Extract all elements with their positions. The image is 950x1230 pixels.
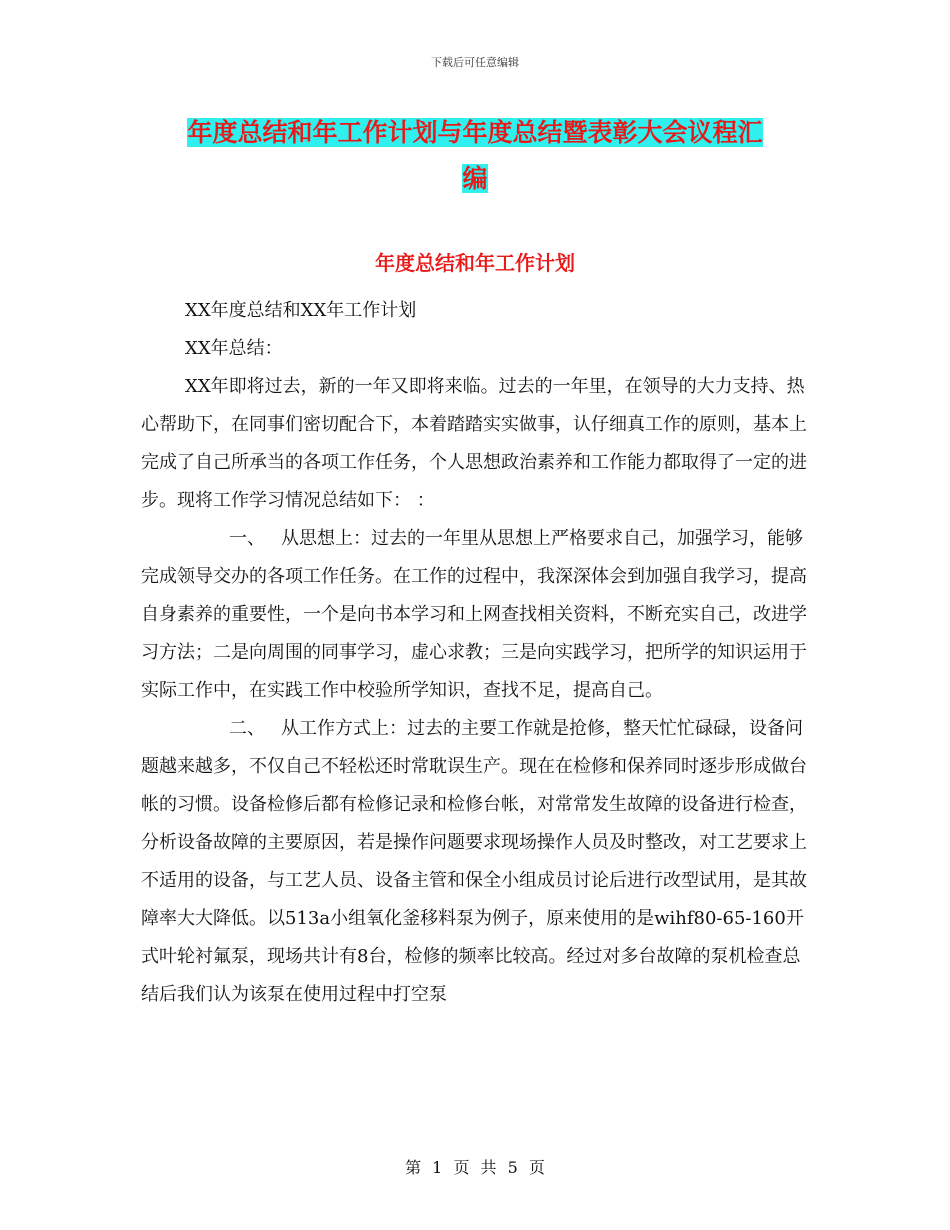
item-paragraph-1 [141,520,816,710]
document-body [141,292,816,1014]
section-title: 年度总结和年工作计划 [375,251,575,275]
item-text-1: 从思想上：过去的一年里从思想上严格要求自己，加强学习，能够完成领导交办的各项工作任务。在工作的过程中，我深深体会到加强自我学习，提高自身素养的重要性，一个是向书本学习和上网查找相关资料，不断充实自己，改进学习方法；二是向周围的同事学习，虚心求教；三是向实践学习，把所学的知识运用于实际工作中，在实践工作中校验所学知识，查找不足，提高自己。 [141,528,807,701]
page-header-note: 下载后可任意编辑 [431,56,519,69]
summary-heading: XX年总结： [185,338,283,359]
document-title-line2: 编 [462,164,488,193]
document-title [140,110,810,202]
item-text-2: 从工作方式上：过去的主要工作就是抢修，整天忙忙碌碌，设备问题越来越多，不仅自己不轻松还时常耽误生产。现在在检修和保养同时逐步形成做台帐的习惯。设备检修后都有检修记录和检修台帐，对常常发生故障的设备进行检查，分析设备故障的主要原因，若是操作问题要求现场操作人员及时整改，对工艺要求上不适用的设备，与工艺人员、设备主管和保全小组成员讨论后进行改型试用，是其故障率大大降低。以513a小组氧化釜移料泵为例子，原来使用的是wihf80-65-160开式叶轮衬氟泵，现场共计有8台，检修的频率比较高。经过对多台故障的泵机检查总结后我们认为该泵在使用过程中打空泵 [141,718,807,1005]
item-label-2: 二、 [229,718,265,739]
document-title-line1: 年度总结和年工作计划与年度总结暨表彰大会议程汇 [187,118,763,147]
subtitle: XX年度总结和XX年工作计划 [185,300,417,321]
item-paragraph-2 [141,710,816,1014]
intro-paragraph: XX年即将过去，新的一年又即将来临。过去的一年里，在领导的大力支持、热心帮助下，在同事们密切配合下，本着踏踏实实做事，认仔细真工作的原则，基本上完成了自己所承当的各项工作任务，个人思想政治素养和工作能力都取得了一定的进步。现将工作学习情况总结如下： ： [141,376,807,511]
item-label-1: 一、 [229,528,265,549]
page-footer: 第 1 页 共 5 页 [405,1158,545,1177]
